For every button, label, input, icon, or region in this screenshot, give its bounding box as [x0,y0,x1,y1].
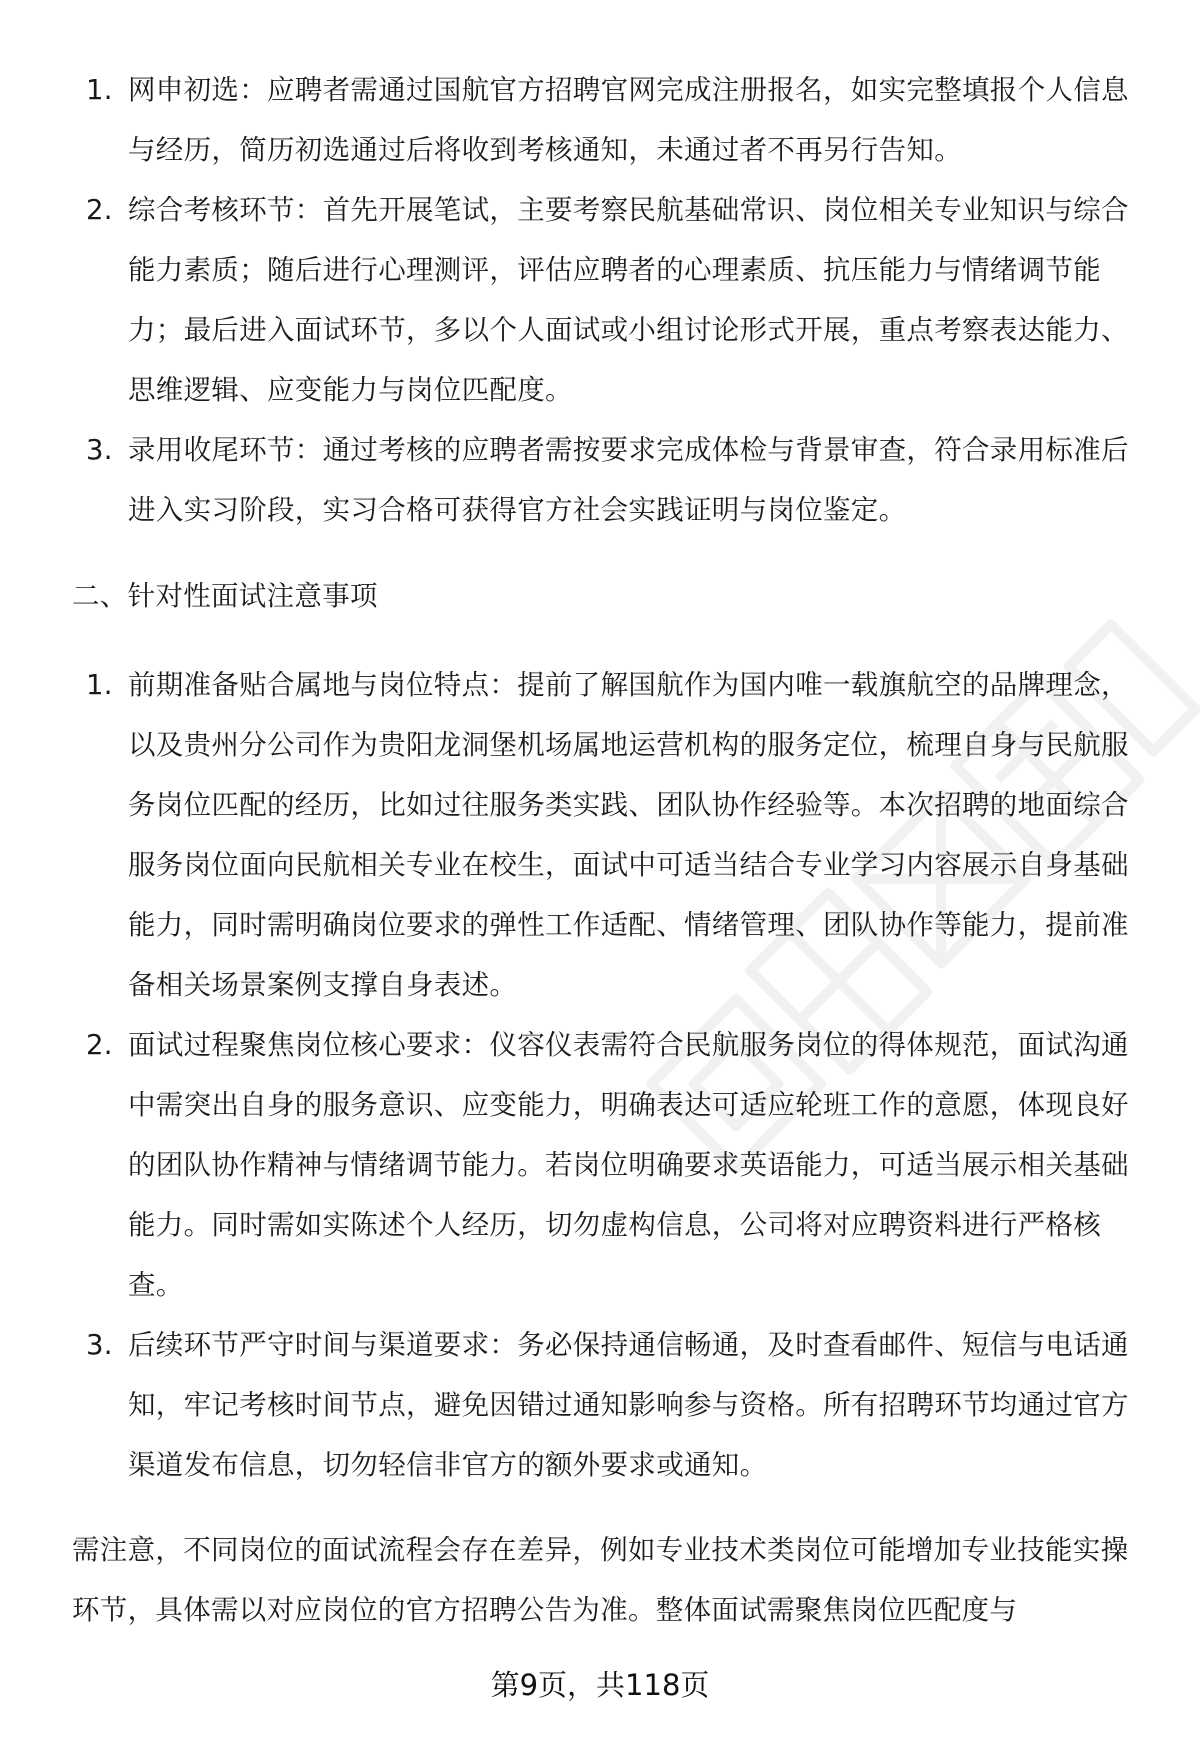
closing-paragraph: 需注意，不同岗位的面试流程会存在差异，例如专业技术类岗位可能增加专业技能实操环节，具体需以对应岗位的官方招聘公告为准。整体面试需聚焦岗位匹配度与 [72,1534,1129,1626]
interview-tips-list [0,655,1200,1495]
list-item-number: 3. [86,434,113,466]
page-number: 第9页，共118页 [490,1668,710,1702]
list-item [0,420,1200,540]
list-item [0,1315,1200,1495]
list-item-number: 1. [86,74,113,106]
list-item-text: 前期准备贴合属地与岗位特点：提前了解国航作为国内唯一载旗航空的品牌理念，以及贵州分公司作为贵阳龙洞堡机场属地运营机构的服务定位，梳理自身与民航服务岗位匹配的经历，比如过往服务类实践、团队协作经验等。本次招聘的地面综合服务岗位面向民航相关专业在校生，面试中可适当结合专业学习内容展示自身基础能力，同时需明确岗位要求的弹性工作适配、情绪管理、团队协作等能力，提前准备相关场景案例支撑自身表述。 [128,669,1129,1001]
list-item-text: 后续环节严守时间与渠道要求：务必保持通信畅通，及时查看邮件、短信与电话通知，牢记考核时间节点，避免因错过通知影响参与资格。所有招聘环节均通过官方渠道发布信息，切勿轻信非官方的额外要求或通知。 [128,1329,1129,1481]
list-item-number: 2. [86,194,113,226]
list-item [0,1015,1200,1315]
list-item-text: 面试过程聚焦岗位核心要求：仪容仪表需符合民航服务岗位的得体规范，面试沟通中需突出自身的服务意识、应变能力，明确表达可适应轮班工作的意愿，体现良好的团队协作精神与情绪调节能力。若岗位明确要求英语能力，可适当展示相关基础能力。同时需如实陈述个人经历，切勿虚构信息，公司将对应聘资料进行严格核查。 [128,1029,1129,1301]
list-item-text: 综合考核环节：首先开展笔试，主要考察民航基础常识、岗位相关专业知识与综合能力素质；随后进行心理测评，评估应聘者的心理素质、抗压能力与情绪调节能力；最后进入面试环节，多以个人面试或小组讨论形式开展，重点考察表达能力、思维逻辑、应变能力与岗位匹配度。 [128,194,1129,406]
list-item-text: 录用收尾环节：通过考核的应聘者需按要求完成体检与背景审查，符合录用标准后进入实习阶段，实习合格可获得官方社会实践证明与岗位鉴定。 [128,434,1129,526]
section-heading: 二、针对性面试注意事项 [72,580,378,612]
list-item [0,180,1200,420]
recruitment-process-list [0,60,1200,540]
list-item-number: 3. [86,1329,113,1361]
list-item [0,655,1200,1015]
list-item [0,60,1200,180]
list-item-number: 1. [86,669,113,701]
list-item-number: 2. [86,1029,113,1061]
list-item-text: 网申初选：应聘者需通过国航官方招聘官网完成注册报名，如实完整填报个人信息与经历，简历初选通过后将收到考核通知，未通过者不再另行告知。 [128,74,1129,166]
